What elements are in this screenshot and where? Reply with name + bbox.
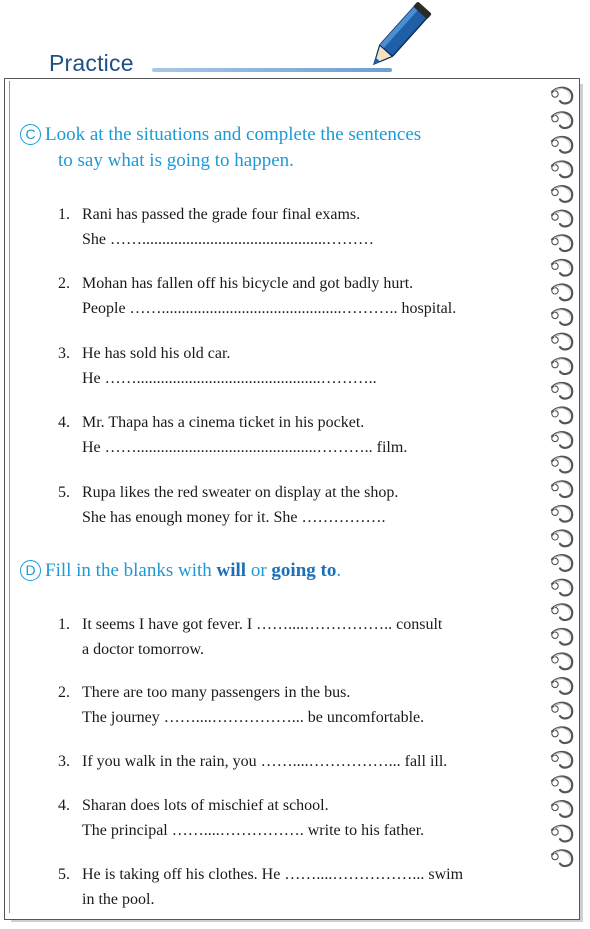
section-c-item-4	[58, 410, 407, 460]
binding-ring-icon	[552, 481, 572, 497]
item-text: Rupa likes the red sweater on display at the shop.	[82, 484, 399, 501]
binding-ring-icon	[552, 777, 572, 793]
item-blank-line: She ……..............................................………	[82, 231, 374, 248]
keyword-going-to: going to	[271, 560, 337, 581]
binding-ring-icon	[552, 285, 572, 301]
binding-ring-icon	[552, 850, 572, 866]
section-c-instructions	[20, 122, 421, 174]
item-continuation: The journey ……....……………... be uncomfortable.	[82, 709, 425, 726]
page-margin-rule	[9, 81, 10, 913]
item-text: Rani has passed the grade four final exams.	[82, 206, 361, 223]
item-number: 1.	[58, 616, 70, 633]
item-text: He has sold his old car.	[82, 345, 231, 362]
section-c-badge: C	[20, 124, 41, 145]
section-c-item-5	[58, 480, 398, 530]
section-d-item-5	[58, 862, 463, 912]
page-title: Practice	[49, 50, 134, 76]
spiral-binding	[548, 84, 588, 884]
item-number: 5.	[58, 484, 70, 501]
item-blank-line: She has enough money for it. She …………….	[82, 509, 386, 526]
binding-ring-icon	[552, 235, 572, 251]
section-d-instructions	[20, 558, 341, 584]
item-number: 3.	[58, 345, 70, 362]
item-blank-line: He ……..............................................………..	[82, 370, 377, 387]
section-d-item-3	[58, 749, 447, 774]
item-text: Sharan does lots of mischief at school.	[82, 797, 329, 814]
section-c-item-1	[58, 202, 374, 252]
item-text: He is taking off his clothes. He ……....……………... swim	[82, 866, 464, 883]
section-c-item-2	[58, 271, 456, 321]
item-text: Mr. Thapa has a cinema ticket in his pocket.	[82, 414, 365, 431]
item-number: 5.	[58, 866, 70, 883]
item-text: Mohan has fallen off his bicycle and got badly hurt.	[82, 275, 414, 292]
section-c-item-3	[58, 341, 377, 391]
section-d-item-4	[58, 793, 424, 843]
binding-ring-icon	[552, 383, 572, 399]
binding-ring-icon	[552, 112, 572, 128]
binding-ring-icon	[552, 826, 572, 842]
binding-ring-icon	[552, 457, 572, 473]
item-text: If you walk in the rain, you ……....……………... fall ill.	[82, 753, 448, 770]
section-d-suffix: .	[336, 560, 342, 581]
binding-ring-icon	[552, 309, 572, 325]
binding-ring-icon	[552, 727, 572, 743]
item-number: 2.	[58, 275, 70, 292]
binding-ring-icon	[552, 752, 572, 768]
item-text: There are too many passengers in the bus.	[82, 684, 351, 701]
item-text: It seems I have got fever. I ……....…………….. consult	[82, 616, 443, 633]
binding-ring-icon	[552, 654, 572, 670]
item-blank-line: He …….............................................……….. film.	[82, 439, 408, 456]
binding-ring-icon	[552, 186, 572, 202]
binding-ring-icon	[552, 162, 572, 178]
binding-ring-icon	[552, 432, 572, 448]
binding-ring-icon	[552, 555, 572, 571]
section-d-badge: D	[20, 560, 41, 581]
binding-ring-icon	[552, 506, 572, 522]
binding-ring-icon	[552, 580, 572, 596]
binding-ring-icon	[552, 211, 572, 227]
pencil-icon	[355, 0, 435, 80]
section-c-line1: Look at the situations and complete the sentences	[45, 124, 422, 145]
binding-ring-icon	[552, 604, 572, 620]
keyword-will: will	[216, 560, 247, 581]
binding-ring-icon	[552, 678, 572, 694]
section-d-item-2	[58, 680, 424, 730]
binding-ring-icon	[552, 629, 572, 645]
item-number: 1.	[58, 206, 70, 223]
item-number: 4.	[58, 797, 70, 814]
item-number: 3.	[58, 753, 70, 770]
binding-ring-icon	[552, 531, 572, 547]
binding-ring-icon	[552, 137, 572, 153]
item-continuation: in the pool.	[82, 891, 155, 908]
item-number: 4.	[58, 414, 70, 431]
binding-ring-icon	[552, 88, 572, 104]
item-number: 2.	[58, 684, 70, 701]
section-d-middle: or	[246, 560, 272, 581]
binding-ring-icon	[552, 801, 572, 817]
binding-ring-icon	[552, 260, 572, 276]
binding-ring-icon	[552, 358, 572, 374]
binding-ring-icon	[552, 703, 572, 719]
item-blank-line: People …….............................................……….. hospital.	[82, 300, 457, 317]
item-continuation: a doctor tomorrow.	[82, 641, 205, 658]
section-d-prefix: Fill in the blanks with	[45, 560, 217, 581]
section-c-line2: to say what is going to happen.	[58, 150, 294, 171]
binding-ring-icon	[552, 408, 572, 424]
item-continuation: The principal ……....……………. write to his father.	[82, 822, 425, 839]
binding-ring-icon	[552, 334, 572, 350]
section-d-item-1	[58, 612, 442, 662]
